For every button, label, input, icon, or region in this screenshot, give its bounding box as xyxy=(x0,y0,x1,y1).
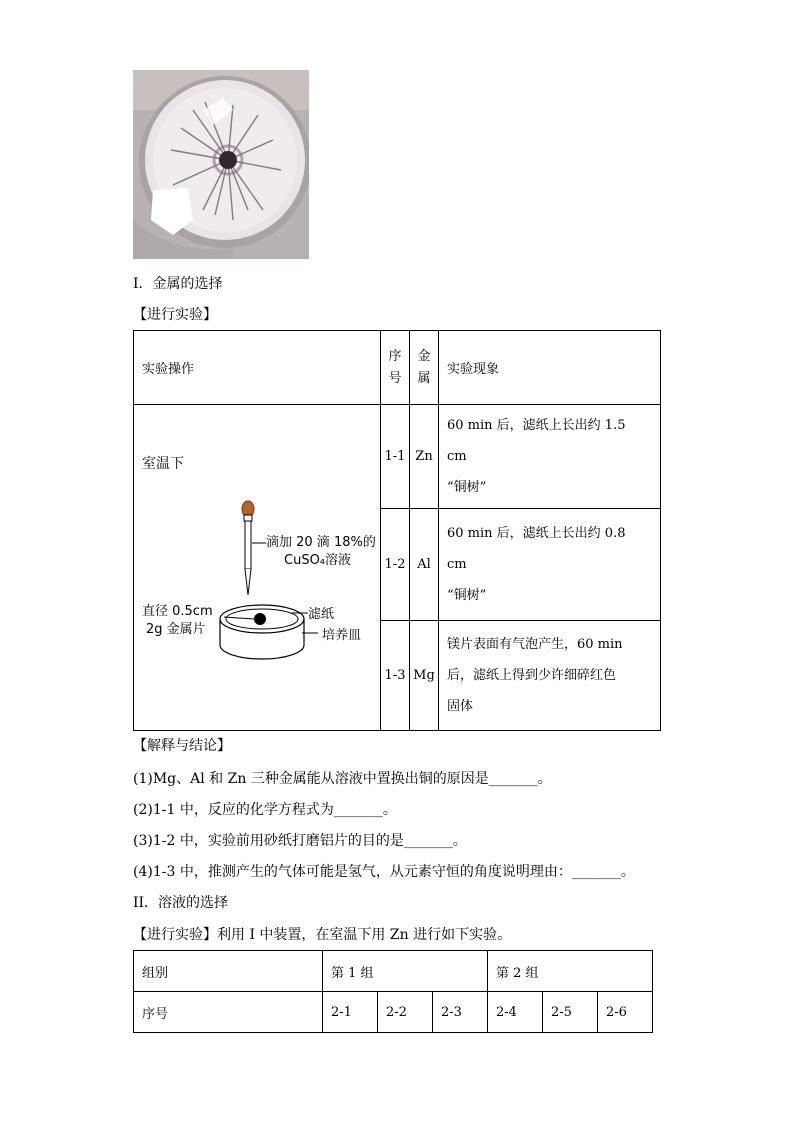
row1-phenomenon: 60 min 后，滤纸上长出约 1.5 cm “铜树” xyxy=(439,405,661,509)
petri-dish-photo xyxy=(133,70,309,259)
table-row xyxy=(134,992,653,1033)
question-1: (1)Mg、Al 和 Zn 三种金属能从溶液中置换出铜的原因是_______。 xyxy=(133,771,552,787)
section2-intro: 【进行实验】利用 I 中装置，在室温下用 Zn 进行如下实验。 xyxy=(133,927,512,943)
group-label: 组别 xyxy=(134,951,323,992)
dish-label: 培养皿 xyxy=(322,628,362,643)
row3-serial: 1-3 xyxy=(381,620,410,730)
row2-phenomenon: 60 min 后，滤纸上长出约 0.8 cm “铜树” xyxy=(439,509,661,620)
row3-metal: Mg xyxy=(410,620,439,730)
group-1: 第 1 组 xyxy=(323,951,488,992)
row1-serial: 1-1 xyxy=(381,405,410,509)
serial-2-5: 2-5 xyxy=(543,992,598,1033)
header-metal: 金 属 xyxy=(410,331,439,405)
section1-experiment-label: 【进行实验】 xyxy=(133,307,217,323)
table-row xyxy=(134,951,653,992)
operation-text: 室温下 xyxy=(142,456,184,472)
serial-label: 序号 xyxy=(134,992,323,1033)
serial-2-2: 2-2 xyxy=(378,992,433,1033)
metal-piece-label: 直径 0.5cm 2g 金属片 xyxy=(142,604,213,637)
question-2: (2)1-1 中，反应的化学方程式为_______。 xyxy=(133,802,397,818)
row2-serial: 1-2 xyxy=(381,509,410,620)
operation-cell xyxy=(134,405,381,731)
apparatus-diagram xyxy=(142,493,376,707)
table-row xyxy=(134,405,661,509)
metal-selection-table xyxy=(133,330,661,731)
serial-2-1: 2-1 xyxy=(323,992,378,1033)
apparatus-drawing xyxy=(142,493,372,703)
serial-2-3: 2-3 xyxy=(433,992,488,1033)
filter-paper-label: 滤纸 xyxy=(308,607,335,622)
header-serial: 序 号 xyxy=(381,331,410,405)
conclusion-label: 【解释与结论】 xyxy=(133,738,231,754)
serial-2-6: 2-6 xyxy=(598,992,653,1033)
question-4: (4)1-3 中，推测产生的气体可能是氢气，从元素守恒的角度说明理由：_______。 xyxy=(133,864,635,880)
row1-metal: Zn xyxy=(410,405,439,509)
row2-metal: Al xyxy=(410,509,439,620)
section2-title: II．溶液的选择 xyxy=(133,895,229,911)
row3-phenomenon: 镁片表面有气泡产生，60 min 后，滤纸上得到少许细碎红色 固体 xyxy=(439,620,661,730)
header-operation: 实验操作 xyxy=(134,331,381,405)
serial-2-4: 2-4 xyxy=(488,992,543,1033)
table-header-row xyxy=(134,331,661,405)
section1-title: Ⅰ．金属的选择 xyxy=(133,276,223,292)
group-2: 第 2 组 xyxy=(488,951,653,992)
solution-selection-table xyxy=(133,950,653,1033)
question-3: (3)1-2 中，实验前用砂纸打磨铝片的目的是_______。 xyxy=(133,833,467,849)
dropper-label: 滴加 20 滴 18%的 CuSO₄溶液 xyxy=(266,535,376,568)
header-phenomenon: 实验现象 xyxy=(439,331,661,405)
